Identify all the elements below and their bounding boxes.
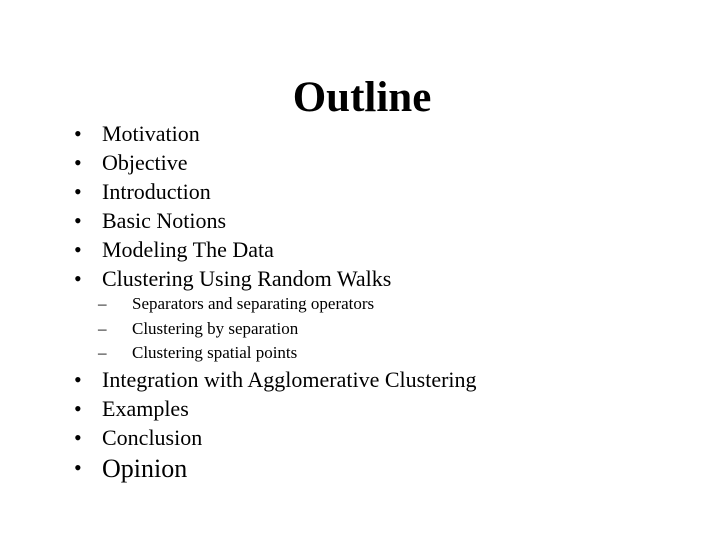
bullet-icon: • [74, 179, 82, 204]
dash-icon: – [98, 294, 107, 313]
outline-item: • Integration with Agglomerative Clustering [74, 367, 477, 392]
bullet-icon: • [74, 396, 82, 421]
bullet-icon: • [74, 266, 82, 291]
bullet-icon: • [74, 367, 82, 392]
slide-title: Outline [292, 74, 432, 121]
bullet-icon: • [74, 425, 82, 450]
outline-item: • Introduction [74, 179, 211, 204]
outline-item: • Modeling The Data [74, 237, 274, 262]
bullet-icon: • [74, 455, 82, 480]
bullet-icon: • [74, 208, 82, 233]
outline-item: • Conclusion [74, 425, 203, 450]
outline-subitem: – Clustering spatial points [98, 341, 374, 366]
outline-item: • Examples [74, 396, 189, 421]
outline-sublist [98, 292, 374, 366]
dash-icon: – [98, 318, 107, 338]
outline-list-final [74, 451, 187, 486]
outline-item-opinion: • Opinion [74, 451, 187, 486]
outline-item: • Objective [74, 150, 188, 175]
outline-item: • Motivation [74, 121, 200, 146]
outline-item: • Basic Notions [74, 208, 227, 233]
bullet-icon: • [74, 150, 82, 175]
outline-list-bottom [74, 365, 477, 452]
bullet-icon: • [74, 237, 82, 262]
outline-list-top [74, 119, 391, 293]
outline-subitem: – Separators and separating operators [98, 292, 374, 317]
outline-subitem: – Clustering by separation [98, 317, 374, 342]
outline-item: • Clustering Using Random Walks [74, 266, 392, 291]
dash-icon: – [98, 343, 107, 362]
bullet-icon: • [74, 121, 82, 146]
